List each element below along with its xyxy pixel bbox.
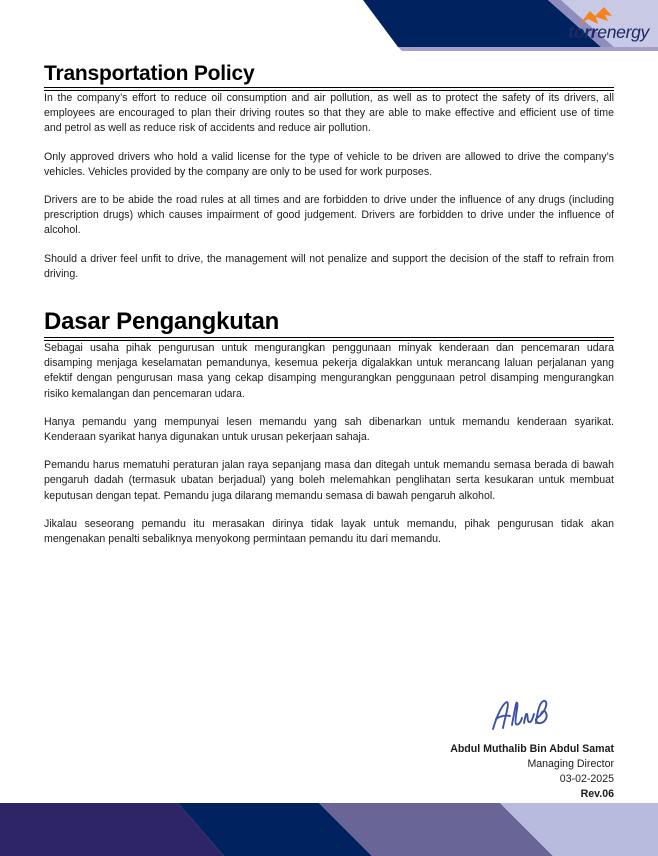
header-substripe-shape bbox=[398, 47, 658, 51]
policy-paragraph-en-2: Only approved drivers who hold a valid license for the type of vehicle to be driven are allowed to drive the company’s vehicles. Vehicles provided by the company are only to be used for work purposes. bbox=[44, 150, 614, 178]
signature-date: 03-02-2025 bbox=[559, 773, 614, 785]
footer-banner-graphic bbox=[0, 803, 658, 856]
header-banner bbox=[0, 0, 658, 52]
handwritten-signature bbox=[488, 697, 552, 735]
policy-paragraph-ms-4: Jikalau seseorang pemandu itu merasakan dirinya tidak layak untuk memandu, pihak pengurusan tidak akan mengenakan penalti sebaliknya menyokong permintaan pemandu itu dari memandu. bbox=[44, 517, 614, 546]
policy-paragraph-ms-3: Pemandu harus mematuhi peraturan jalan raya sepanjang masa dan ditegah untuk memandu semasa berada di bawah pengaruh dadah (termasuk ubatan berjadual) yang boleh melemahkan penglihatan serta kesukaran untuk membuat keputusan dengan tepat. Pemandu juga dilarang memandu semasa di bawah pengaruh alkohol. bbox=[44, 459, 614, 502]
signatory-name: Abdul Muthalib Bin Abdul Samat bbox=[450, 743, 614, 755]
section-title-rule bbox=[44, 308, 614, 341]
logo-text-light: energy bbox=[597, 22, 649, 42]
policy-paragraph-ms-2: Hanya pemandu yang mempunyai lesen memandu yang sah dibenarkan untuk memandu kenderaan syarikat. Kenderaan syarikat hanya digunakan untuk urusan pekerjaan sahaja. bbox=[44, 415, 614, 444]
signature-block bbox=[314, 697, 614, 802]
policy-paragraph-en-1: In the company’s effort to reduce oil consumption and air pollution, as well as to protect the safety of its drivers, all employees are encouraged to plan their driving routes so that they are able to make effective and efficient use of time and petrol as well as reduce risk of accidents and reduce air pollution. bbox=[44, 92, 614, 135]
section-title-en: Transportation Policy bbox=[44, 62, 614, 88]
policy-paragraph-ms-1: Sebagai usaha pihak pengurusan untuk mengurangkan penggunaan minyak kenderaan dan pencemaran udara disamping menjaga keselamatan pemandunya, kesemua pekerja digalakkan untuk merancang laluan perjalanan yang efektif dengan pengurusan masa yang cekap disamping mengurangkan penggunaan petrol disamping mengurangkan risiko kemalangan dan pencemaran udara. bbox=[44, 342, 614, 400]
company-logo bbox=[539, 3, 649, 45]
policy-paragraph-en-4: Should a driver feel unfit to drive, the management will not penalize and support the decision of the staff to refrain from driving. bbox=[44, 252, 614, 280]
signature-details bbox=[314, 742, 614, 802]
revision-label: Rev.06 bbox=[580, 788, 614, 800]
footer-banner bbox=[0, 803, 658, 856]
section-title-ms: Dasar Pengangkutan bbox=[44, 308, 614, 338]
document-content bbox=[0, 62, 658, 547]
section-title-rule bbox=[44, 62, 614, 91]
logo-text-bold: torr bbox=[568, 22, 598, 42]
signatory-role: Managing Director bbox=[527, 758, 614, 770]
policy-paragraph-en-3: Drivers are to be abide the road rules at all times and are forbidden to drive under the influence of any drugs (including prescription drugs) which causes impairment of good judgement. Drivers are forbidden to drive under the influence of alcohol. bbox=[44, 194, 614, 237]
company-logo-text bbox=[568, 22, 649, 43]
